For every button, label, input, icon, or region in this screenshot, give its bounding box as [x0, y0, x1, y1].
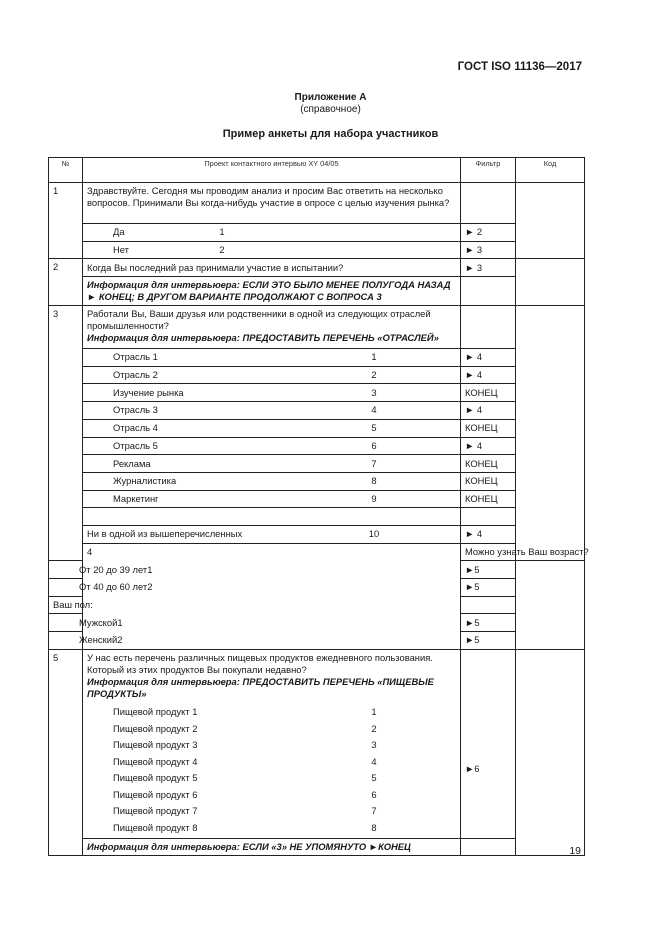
instruction-row	[49, 838, 585, 856]
option-filter: КОНЕЦ	[465, 457, 498, 469]
annex-title: Приложение А	[294, 92, 367, 103]
option-code: 1	[147, 563, 153, 575]
option-filter: КОНЕЦ	[465, 386, 498, 398]
instruction-row	[49, 277, 585, 306]
option-label: Женский	[79, 634, 118, 646]
option-filter: ► 4	[465, 351, 483, 363]
question-row	[49, 183, 585, 224]
empty-row	[49, 508, 585, 526]
option-code: 9	[371, 492, 377, 504]
option-label: Пищевой продукт 6	[113, 788, 198, 800]
header-filter: Фильтр	[461, 158, 516, 183]
option-label: Маркетинг	[113, 492, 159, 504]
question-filter: ► 3	[465, 261, 483, 273]
option-filter: ► 4	[465, 439, 483, 451]
option-label: От 20 до 39 лет	[79, 563, 148, 575]
header-number: №	[49, 158, 83, 183]
page-number: 19	[569, 845, 581, 857]
option-filter: ►5	[465, 563, 480, 575]
interviewer-instruction: Информация для интервьюера: ПРЕДОСТАВИТЬ ПЕРЕЧЕНЬ «ПИЩЕВЫЕ ПРОДУКТЫ»	[87, 675, 434, 699]
header-code: Код	[516, 158, 585, 183]
option-code: 2	[117, 634, 123, 646]
option-label: Мужской	[79, 616, 118, 628]
option-row	[49, 241, 585, 259]
option-code: 4	[371, 755, 377, 767]
option-row	[49, 490, 585, 508]
gender-question-text: Ваш пол:	[53, 599, 93, 611]
questionnaire-table	[48, 157, 589, 856]
option-filter: ►5	[465, 616, 480, 628]
option-label: Изучение рынка	[113, 386, 184, 398]
interviewer-instruction: Информация для интервьюера: ЕСЛИ «3» НЕ УПОМЯНУТО ►КОНЕЦ	[87, 841, 411, 853]
option-code: 1	[371, 351, 377, 363]
option-label: Да	[113, 226, 125, 238]
option-filter: ► 4	[465, 369, 483, 381]
option-filter: ► 2	[465, 226, 483, 238]
option-code: 7	[371, 457, 377, 469]
option-row	[49, 472, 585, 490]
option-filter: КОНЕЦ	[465, 475, 498, 487]
option-code: 2	[147, 581, 153, 593]
option-label: Отрасль 1	[113, 351, 158, 363]
option-filter: ► 3	[465, 244, 483, 256]
option-code: 8	[371, 475, 377, 487]
question-number: 4	[83, 543, 461, 649]
interviewer-instruction: Информация для интервьюера: ПРЕДОСТАВИТЬ ПЕРЕЧЕНЬ «ОТРАСЛЕЙ»	[87, 332, 439, 344]
question-row	[49, 649, 585, 838]
option-label: Пищевой продукт 5	[113, 772, 198, 783]
option-code: 1	[117, 616, 123, 628]
option-row	[49, 349, 585, 367]
option-code: 3	[371, 386, 377, 398]
question-block	[83, 649, 461, 838]
option-code: 1	[219, 226, 225, 238]
option-label: Отрасль 5	[113, 439, 158, 451]
table-header-row	[49, 158, 585, 183]
option-code: 1	[371, 706, 377, 717]
option-code: 2	[219, 244, 225, 256]
option-label: Пищевой продукт 2	[113, 722, 198, 734]
question-text: У нас есть перечень различных пищевых продуктов ежедневного пользования. Который из этих продуктов Вы покупали недавно?	[87, 651, 433, 675]
question-number: 5	[49, 649, 83, 856]
question-row	[49, 306, 585, 349]
option-label: Нет	[113, 244, 129, 256]
option-code: 6	[371, 439, 377, 451]
question-row	[49, 259, 585, 277]
option-code: 2	[371, 722, 377, 734]
interviewer-instruction: Информация для интервьюера: ЕСЛИ ЭТО БЫЛО МЕНЕЕ ПОЛУГОДА НАЗАД ► КОНЕЦ; В ДРУГОМ ВАРИАНТЕ ПРОДОЛЖАЮТ С ВОПРОСА 3	[83, 277, 461, 306]
option-row	[49, 224, 585, 242]
option-label: От 40 до 60 лет	[79, 581, 148, 593]
annex-subtitle: (справочное)	[300, 104, 361, 115]
option-row	[49, 419, 585, 437]
option-label: Отрасль 3	[113, 404, 158, 416]
option-filter: ►5	[465, 581, 480, 593]
option-label: Реклама	[113, 457, 151, 469]
option-row	[49, 402, 585, 420]
document-code: ГОСТ ISO 11136—2017	[457, 61, 582, 73]
question-text: Здравствуйте. Сегодня мы проводим анализ и просим Вас ответить на несколько вопросов. Принимали Вы когда-нибудь участие в опросе с целью изучения рынка?	[83, 183, 461, 224]
option-filter: ► 4	[465, 404, 483, 416]
option-code: 8	[371, 821, 377, 833]
option-code: 2	[371, 369, 377, 381]
question-text: Когда Вы последний раз принимали участие в испытании?	[87, 261, 344, 273]
option-code: 3	[371, 739, 377, 750]
option-filter: ► 4	[465, 528, 483, 540]
option-code: 7	[371, 805, 377, 816]
option-label: Журналистика	[113, 475, 177, 487]
question-text: Можно узнать Ваш возраст?	[465, 545, 589, 557]
option-code: 10	[368, 528, 380, 540]
option-filter: КОНЕЦ	[465, 492, 498, 504]
header-project: Проект контактного интервью XY 04/05	[83, 158, 461, 183]
option-label: Пищевой продукт 8	[113, 821, 198, 833]
question-number: 2	[49, 259, 83, 306]
option-filter: ►5	[465, 634, 480, 646]
option-row	[49, 525, 585, 543]
option-code: 5	[371, 422, 377, 434]
option-label: Пищевой продукт 4	[113, 755, 198, 767]
option-label: Отрасль 4	[113, 422, 158, 434]
option-label: Пищевой продукт 1	[113, 706, 198, 717]
option-code: 5	[371, 772, 377, 783]
section-title: Пример анкеты для набора участников	[222, 128, 439, 140]
option-label: Пищевой продукт 3	[113, 739, 198, 750]
question-row	[49, 543, 585, 561]
option-filter: КОНЕЦ	[465, 422, 498, 434]
question-filter: ►6	[461, 649, 516, 838]
question-number: 3	[49, 306, 83, 561]
option-row	[49, 437, 585, 455]
option-row	[49, 384, 585, 402]
question-number: 1	[49, 183, 83, 259]
question-text: Работали Вы, Ваши друзья или родственники в одной из следующих отраслей промышленности?	[87, 308, 431, 332]
option-label: Отрасль 2	[113, 369, 158, 381]
option-row	[49, 455, 585, 473]
option-code: 6	[371, 788, 377, 800]
option-row	[49, 366, 585, 384]
option-label: Ни в одной из вышеперечисленных	[87, 528, 243, 540]
option-label: Пищевой продукт 7	[113, 805, 198, 816]
option-code: 4	[371, 404, 377, 416]
